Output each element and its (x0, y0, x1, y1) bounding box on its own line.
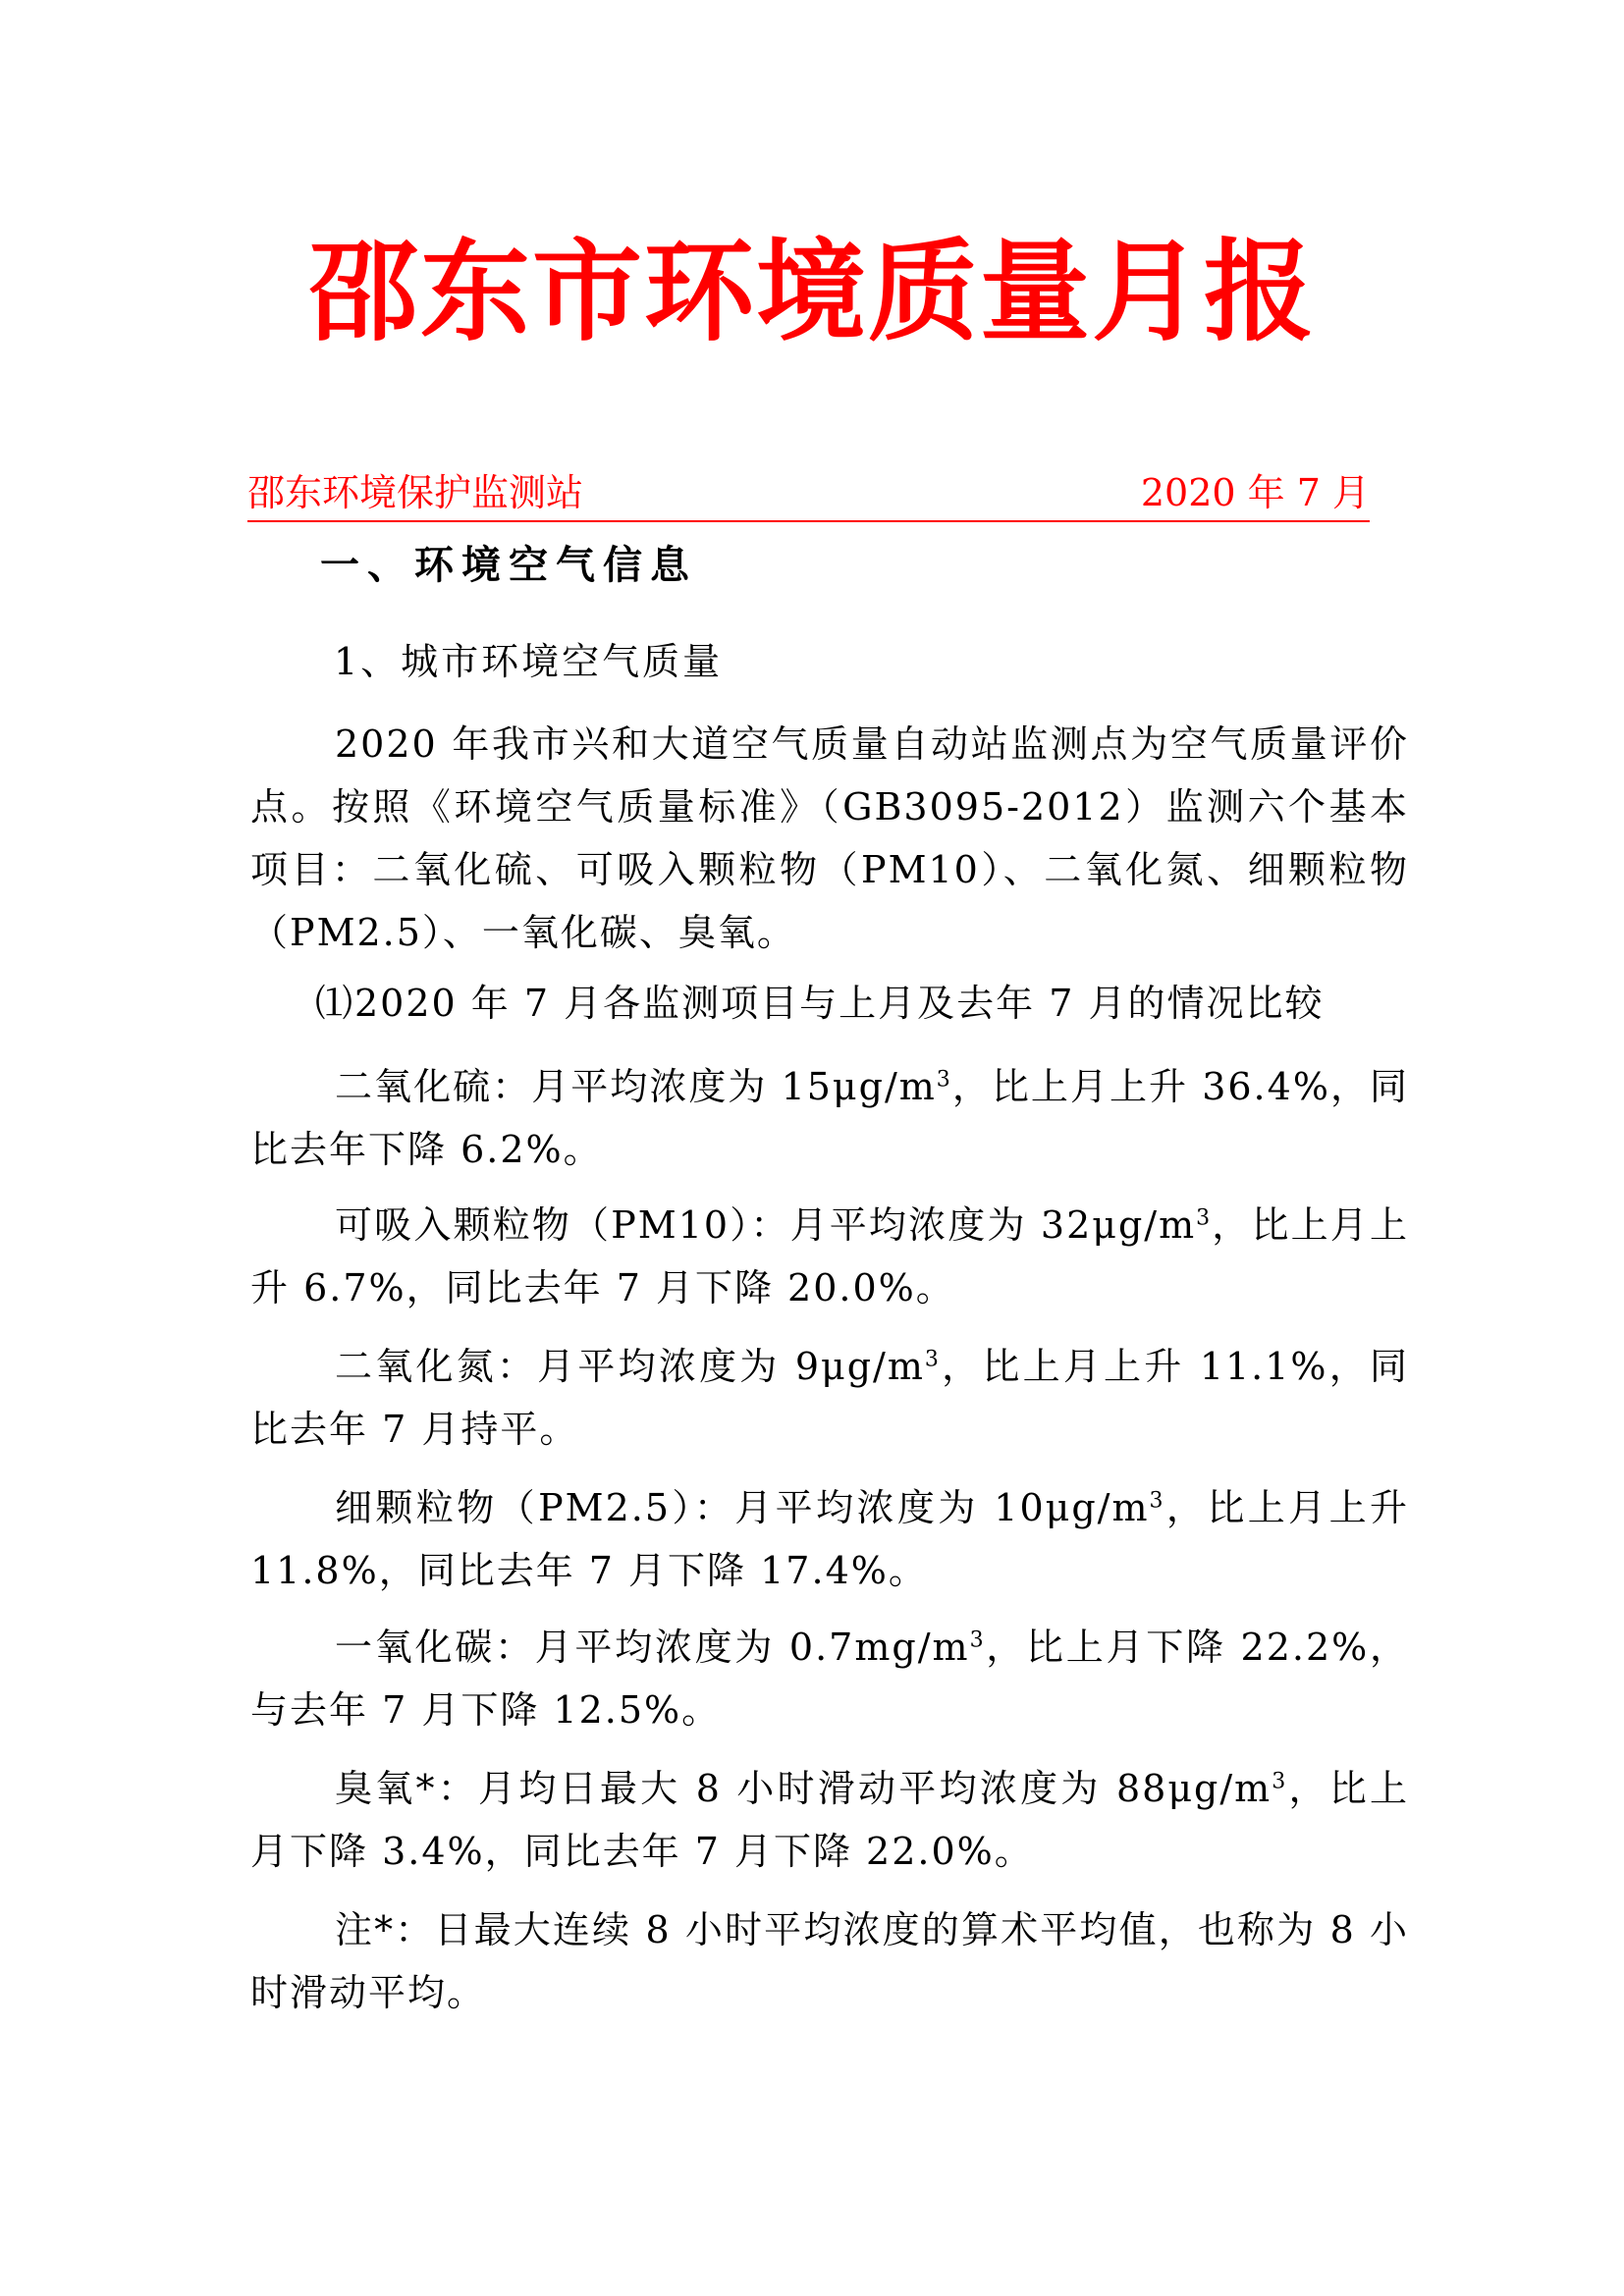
so2-paragraph: 二氧化硫：月平均浓度为 $15\mu g/m^3$，比上月上升 36.4%，同比去年下降 6.2%。 (250, 1065, 1410, 1171)
intro-paragraph: 2020 年我市兴和大道空气质量自动站监测点为空气质量评价点。按照《环境空气质量标准》（GB3095-2012）监测六个基本项目：二氧化硫、可吸入颗粒物（PM10）、二氧化氮、细颗粒物（PM2.5）、一氧化碳、臭氧。 (250, 722, 1409, 954)
no2-paragraph: 二氧化氮：月平均浓度为 $9\mu g/m^3$，比上月上升 11.1%，同比去年 7 月持平。 (250, 1345, 1409, 1451)
section-heading: 一、环境空气信息 (320, 543, 697, 588)
co-paragraph: 一氧化碳：月平均浓度为 $0.7mg/m^3$，比上月下降 22.2%，与去年 7 月下降 12.5%。 (250, 1626, 1409, 1732)
station-name: 邵东环境保护监测站 (247, 471, 584, 514)
sub-heading: 1、城市环境空气质量 (334, 640, 724, 683)
o3-paragraph: 臭氧*：月均日最大 8 小时滑动平均浓度为 $88\mu g/m^3$，比上月下降 3.4%，同比去年 7 月下降 22.0%。 (250, 1767, 1409, 1873)
report-title: 邵东市环境质量月报 (308, 229, 1316, 356)
comparison-heading: ⑴2020 年 7 月各监测项目与上月及去年 7 月的情况比较 (315, 982, 1325, 1025)
report-date: 2020 年 7 月 (1140, 471, 1370, 514)
report-header (247, 465, 1370, 522)
pm25-paragraph: 细颗粒物（PM2.5）：月平均浓度为 $10\mu g/m^3$，比上月上升 11.8%，同比去年 7 月下降 17.4%。 (250, 1486, 1409, 1592)
pm10-paragraph: 可吸入颗粒物（PM10）：月平均浓度为 $32\mu g/m^3$，比上月上升 6.7%，同比去年 7 月下降 20.0%。 (250, 1203, 1409, 1309)
note-paragraph: 注*：日最大连续 8 小时平均浓度的算术平均值，也称为 8 小时滑动平均。 (250, 1908, 1409, 2014)
